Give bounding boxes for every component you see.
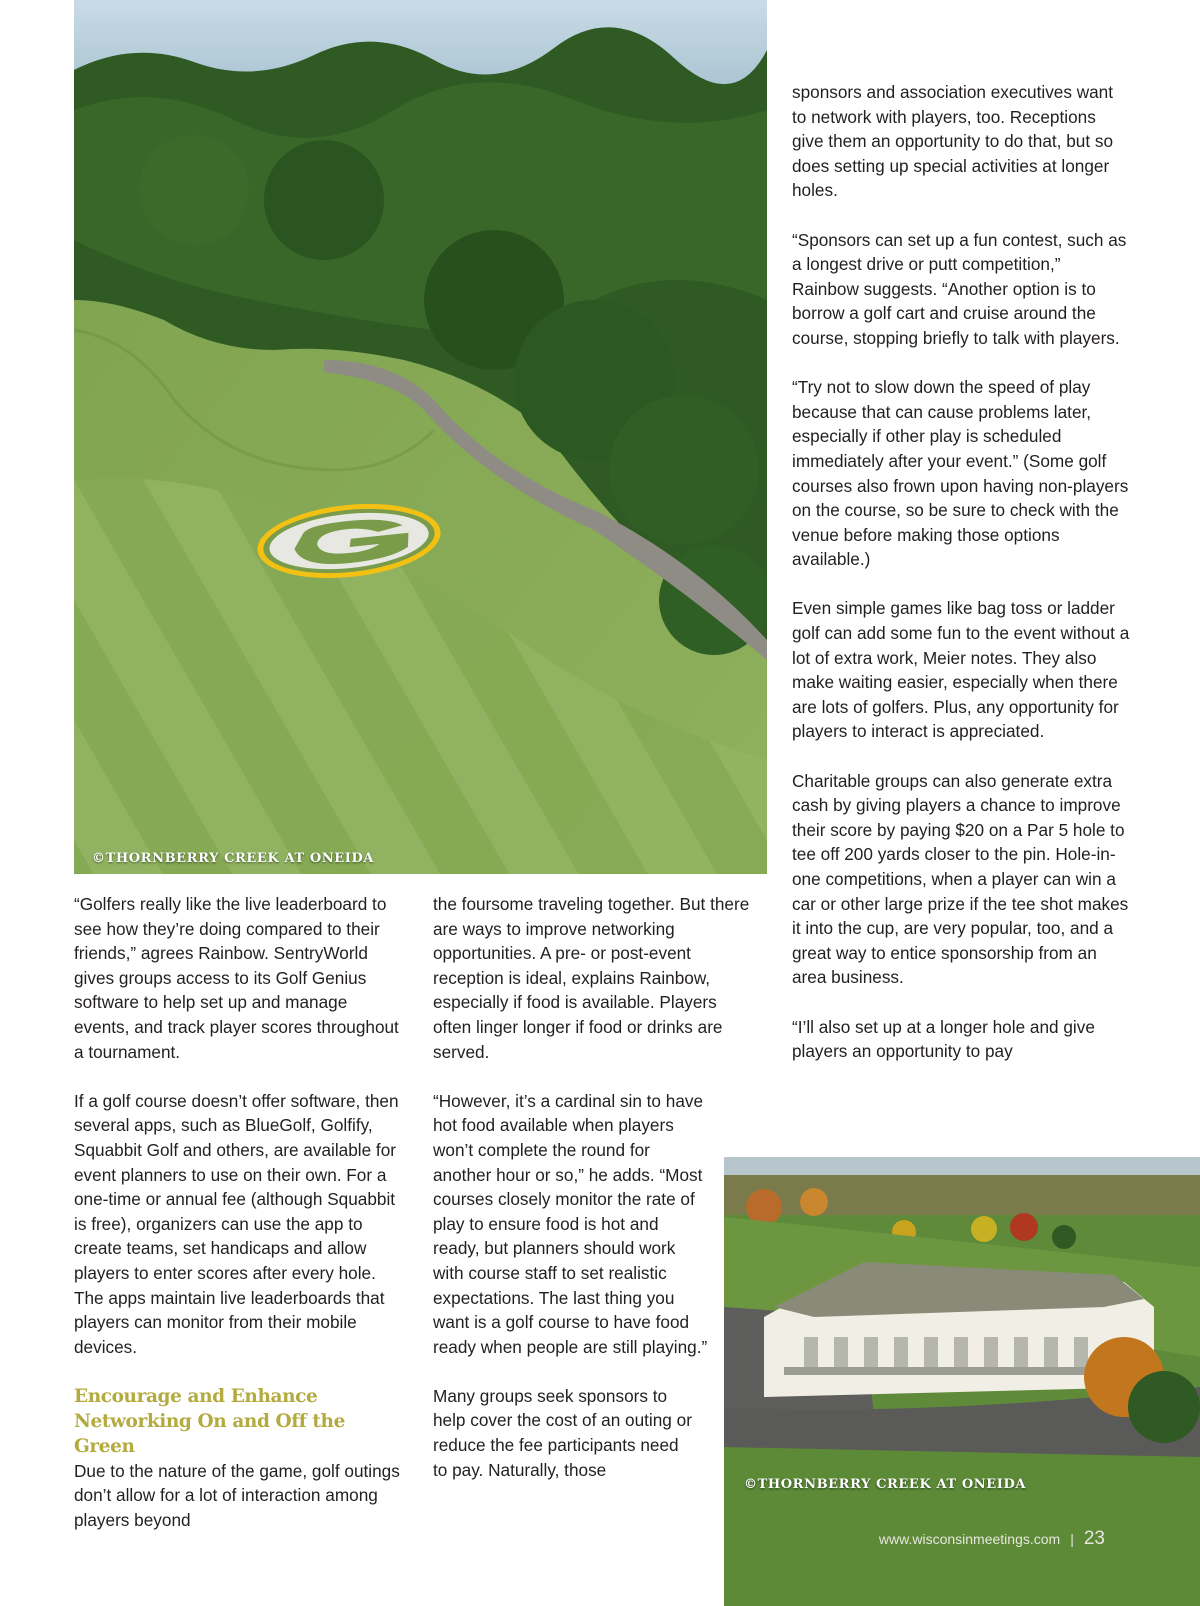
fairway-illustration <box>74 0 767 874</box>
paragraph: “However, it’s a cardinal sin to have hot food available when players won’t complete the round for another hour or so,” he adds. “Most courses closely monitor the rate of play to ensure food is hot and ready, but planners should work with course staff to set realistic expectations. The last thing you want is a golf course to have food ready when people are still playing.” <box>433 1090 708 1357</box>
footer-separator: | <box>1070 1531 1074 1547</box>
paragraph: Charitable groups can also generate extra cash by giving players a chance to improve their score by paying $20 on a Par 5 hole to tee off 200 yards closer to the pin. Hole-in-one competitions, when a player can win a car or other large prize if the tee shot makes it into the cup, are very popular, too, and a great way to entice sponsorship from an area business. <box>792 770 1129 988</box>
paragraph: Even simple games like bag toss or ladder golf can add some fun to the event without a lot of extra work, Meier notes. They also make waiting easier, especially when there are lots of golfers. Plus, any opportunity for players to interact is appreciated. <box>792 598 1130 742</box>
footer-url[interactable]: www.wisconsinmeetings.com <box>878 1531 1061 1547</box>
column-middle <box>433 892 759 1482</box>
photo-credit-top: ©THORNBERRY CREEK AT ONEIDA <box>92 851 375 866</box>
photo-golf-fairway <box>74 0 767 874</box>
paragraph: “Golfers really like the live leaderboard to see how they’re doing compared to their friends,” agrees Rainbow. SentryWorld gives groups access to its Golf Genius software to help set up and manage events, and track player scores throughout a tournament. <box>74 894 399 1062</box>
paragraph: “I’ll also set up at a longer hole and give players an opportunity to pay <box>792 1016 1095 1062</box>
paragraph: “Sponsors can set up a fun contest, such as a longest drive or putt competition,” Rainbow suggests. “Another option is to borrow a golf cart and cruise around the course, stopping briefly to talk with players. <box>792 229 1127 348</box>
column-right <box>792 80 1132 1064</box>
paragraph: “Try not to slow down the speed of play because that can cause problems later, especially if other play is scheduled immediately after your event.” (Some golf courses also frown upon having non-players on the course, so be sure to check with the venue before making those options available.) <box>792 377 1129 570</box>
paragraph: the foursome traveling together. But there are ways to improve networking opportunities. A pre- or post-event reception is ideal, explains Rainbow, especially if food is available. Players often linger longer if food or drinks are served. <box>433 894 750 1062</box>
page-number: 23 <box>1083 1528 1105 1549</box>
section-subheading: Encourage and Enhance Networking On and Off the Green <box>74 1385 345 1457</box>
column-left <box>74 892 407 1533</box>
paragraph: Due to the nature of the game, golf outings don’t allow for a lot of interaction among players beyond <box>74 1460 400 1531</box>
paragraph: Many groups seek sponsors to help cover the cost of an outing or reduce the fee participants need to pay. Naturally, those <box>433 1385 692 1480</box>
photo-credit-bottom: ©THORNBERRY CREEK AT ONEIDA <box>744 1477 1027 1492</box>
paragraph: sponsors and association executives want to network with players, too. Receptions give them an opportunity to do that, but so does setting up special activities at longer holes. <box>792 82 1114 201</box>
paragraph: If a golf course doesn’t offer software, then several apps, such as BlueGolf, Golfify, Squabbit Golf and others, are available for event planners to use on their own. For a one-time or annual fee (although Squabbit is free), organizers can use the app to create teams, set handicaps and allow players to enter scores after every hole. The apps maintain live leaderboards that players can monitor from their mobile devices. <box>74 1090 399 1357</box>
page-footer <box>879 1528 1105 1550</box>
